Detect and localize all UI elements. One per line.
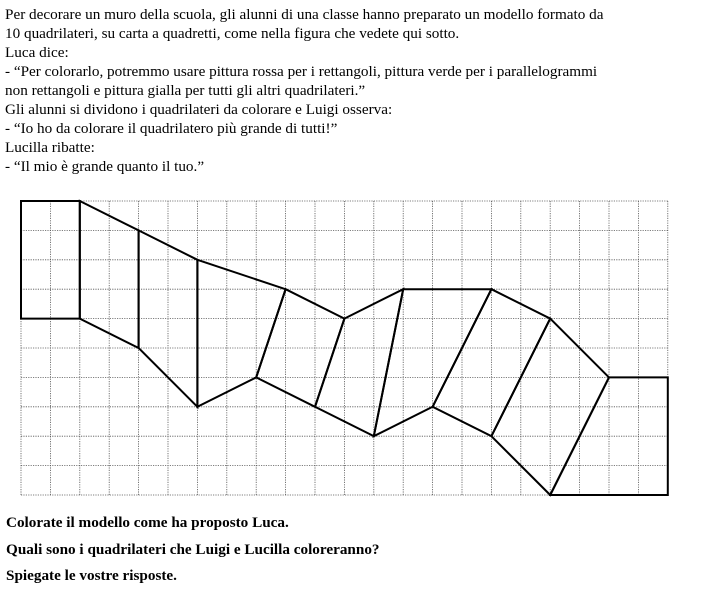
text-line-1: Per decorare un muro della scuola, gli alunni di una classe hanno preparato un modello formato da (5, 6, 604, 23)
text-line-8: Lucilla ribatte: (5, 139, 95, 156)
question-1: Colorate il modello come ha proposto Luca. (6, 514, 289, 531)
text-line-2: 10 quadrilateri, su carta a quadretti, come nella figura che vedete qui sotto. (5, 25, 460, 42)
questions (6, 510, 380, 590)
text-line-5: non rettangoli e pittura gialla per tutti gli altri quadrilateri.” (5, 82, 366, 99)
question-3: Spiegate le vostre risposte. (6, 567, 177, 584)
question-2: Quali sono i quadrilateri che Luigi e Lucilla coloreranno? (6, 540, 380, 558)
text-line-3: Luca dice: (5, 44, 69, 61)
text-line-4: - “Per colorarlo, potremmo usare pittura rossa per i rettangoli, pittura verde per i parallelogrammi (5, 63, 598, 80)
text-line-7: - “Io ho da colorare il quadrilatero più grande di tutti!” (5, 120, 338, 137)
grid-paper (21, 201, 668, 495)
text-line-6: Gli alunni si dividono i quadrilateri da colorare e Luigi osserva: (5, 101, 393, 118)
text-line-9: - “Il mio è grande quanto il tuo.” (5, 158, 205, 175)
